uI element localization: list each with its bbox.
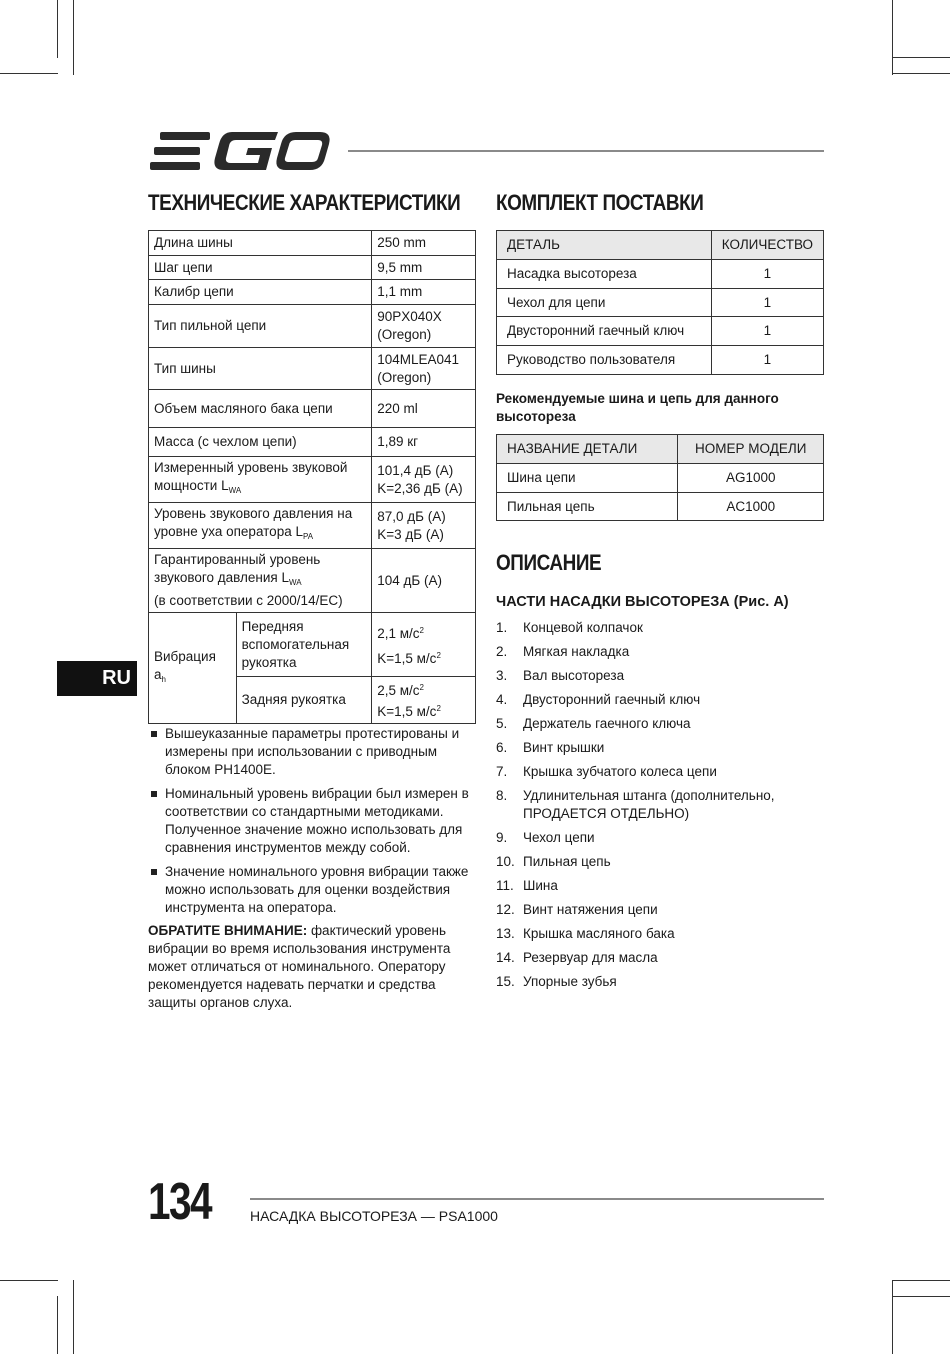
list-item [496,949,816,967]
spec-superscript: 2 [436,650,441,660]
item-text: Чехол цепи [523,830,595,845]
item-text: Винт натяжения цепи [523,902,658,917]
parts-title: ЧАСТИ НАСАДКИ ВЫСОТОРЕЗА (Рис. А) [496,594,789,610]
item-text: Держатель гаечного ключа [523,716,691,731]
spec-param-note: (в соответствии с 2000/14/EC) [154,593,343,608]
list-item [496,739,816,757]
spec-subscript: PA [302,532,314,541]
spec-param-text: Измеренный уровень звуковой мощности L [154,460,348,493]
spec-param: Тип пильной цепи [149,305,372,348]
spec-value-line: 2,1 м/с [377,625,420,641]
spec-value-line: K=2,36 дБ (A) [377,480,463,496]
table-header-row [497,435,824,464]
spec-param: Длина шины [149,231,372,256]
item-text: Пильная цепь [523,854,611,869]
kit-qty: 1 [711,346,823,375]
crop-mark [892,73,950,74]
crop-mark [892,0,893,75]
item-text: Концевой колпачок [523,620,643,635]
item-number: 13. [496,926,515,941]
table-row [149,305,476,348]
item-number: 10. [496,854,515,869]
list-item [496,619,816,637]
footer-text: НАСАДКА ВЫСОТОРЕЗА — PSA1000 [250,1208,498,1224]
spec-value-line: 87,0 дБ (A) [377,508,446,524]
vibration-label [149,613,237,724]
spec-subscript: WA [289,578,302,587]
item-text: Крышка зубчатого колеса цепи [523,764,717,779]
column-header: КОЛИЧЕСТВО [711,231,823,260]
item-number: 7. [496,764,508,779]
table-row [149,503,476,549]
specs-title: ТЕХНИЧЕСКИЕ ХАРАКТЕРИСТИКИ [148,190,461,215]
item-number: 3. [496,668,508,683]
item-number: 14. [496,950,515,965]
kit-table [496,230,824,375]
spec-param: Шаг цепи [149,256,372,280]
attention-note [148,922,480,1012]
table-row [149,280,476,305]
spec-param [149,457,372,503]
crop-mark [73,0,74,75]
list-item: Номинальный уровень вибрации был измерен в соответствии со стандартными методиками. Полученное значение можно использовать для сравнения инструментов между собой. [150,785,475,857]
description-title: ОПИСАНИЕ [496,550,602,575]
recommended-table [496,434,824,521]
item-number: 15. [496,974,515,989]
vibration-front-label: Передняя вспомогательная рукоятка [236,613,372,677]
spec-value: 1,89 кг [372,428,476,457]
spec-value-line: 2,5 м/с [377,683,420,698]
list-item [496,787,816,823]
item-number: 11. [496,878,514,893]
list-item [496,667,816,685]
kit-part: Двусторонний гаечный ключ [497,317,712,346]
spec-param: Масса (с чехлом цепи) [149,428,372,457]
table-row [149,231,476,256]
language-tab: RU [57,661,137,696]
table-row [149,549,476,613]
item-number: 1. [496,620,508,635]
spec-value-line: K=3 дБ (A) [377,526,444,542]
table-row [149,348,476,390]
crop-mark [73,1280,74,1354]
kit-part: Чехол для цепи [497,289,712,317]
item-text: Мягкая накладка [523,644,630,659]
spec-value [372,503,476,549]
list-item [496,853,816,871]
column-header: НОМЕР МОДЕЛИ [678,435,824,464]
recommended-model: AG1000 [678,464,824,493]
list-item [496,925,816,943]
list-item [496,763,816,781]
item-text: Удлинительная штанга (дополнительно, ПРОДАЕТСЯ ОТДЕЛЬНО) [523,788,775,821]
spec-value-line: K=1,5 м/с [377,650,437,666]
recommended-title: Рекомендуемые шина и цепь для данного высотореза [496,391,779,424]
item-text: Крышка масляного бака [523,926,675,941]
ego-logo [150,130,332,172]
crop-mark [892,1296,950,1297]
item-number: 4. [496,692,508,707]
spec-value: 90PX040X (Oregon) [372,305,476,348]
table-row [497,464,824,493]
spec-value: 9,5 mm [372,256,476,280]
table-row [497,493,824,521]
list-item [496,829,816,847]
item-number: 6. [496,740,508,755]
crop-mark [892,1280,893,1354]
list-item [496,691,816,709]
spec-superscript: 2 [436,704,441,713]
list-item: Значение номинального уровня вибрации также можно использовать для оценки воздействия инструмента на оператора. [150,863,475,917]
specs-table [148,230,476,724]
item-text: Шина [523,878,558,893]
spec-value-line: K=1,5 м/с [377,704,437,719]
item-text: Упорные зубья [523,974,617,989]
spec-value: 104 дБ (A) [372,549,476,613]
item-text: Вал высотореза [523,668,625,683]
spec-value: 1,1 mm [372,280,476,305]
vibration-rear-label: Задняя рукоятка [236,677,372,724]
table-row [497,260,824,289]
header-rule [348,150,824,152]
kit-title: КОМПЛЕКТ ПОСТАВКИ [496,190,704,215]
spec-superscript: 2 [419,683,424,692]
item-number: 5. [496,716,508,731]
kit-qty: 1 [711,317,823,346]
spec-superscript: 2 [419,625,424,635]
table-row [497,346,824,375]
spec-subscript: h [161,674,166,684]
spec-value [372,677,476,724]
recommended-part: Пильная цепь [497,493,678,521]
crop-mark [892,57,950,58]
list-item [496,973,816,991]
spec-param [149,549,372,613]
crop-mark [892,1280,950,1281]
table-row [149,457,476,503]
parts-list [496,619,816,997]
item-text: Двусторонний гаечный ключ [523,692,701,707]
footer-rule [250,1198,824,1200]
crop-mark [0,1280,58,1281]
column-header: ДЕТАЛЬ [497,231,712,260]
item-number: 9. [496,830,508,845]
spec-value [372,613,476,677]
kit-part: Руководство пользователя [497,346,712,375]
attention-text: фактический уровень вибрации во время использования инструмента может отличаться от номинального. Оператору рекомендуется надевать перчатки и средства защиты органов слуха. [148,923,451,1010]
column-header: НАЗВАНИЕ ДЕТАЛИ [497,435,678,464]
table-header-row [497,231,824,260]
table-row [497,289,824,317]
kit-part: Насадка высотореза [497,260,712,289]
vibration-label-text: Вибрация a [154,648,216,682]
recommended-model: AC1000 [678,493,824,521]
spec-value [372,457,476,503]
list-item [496,877,816,895]
table-row [149,613,476,677]
list-item [496,715,816,733]
attention-label: ОБРАТИТЕ ВНИМАНИЕ: [148,923,308,938]
item-text: Резервуар для масла [523,950,658,965]
list-item [496,901,816,919]
spec-param [149,503,372,549]
spec-param-text: Уровень звукового давления на уровне уха оператора L [154,506,353,539]
spec-subscript: WA [228,486,242,495]
spec-param-text: Гарантированный уровень звукового давления L [154,552,321,585]
notes-list [150,725,475,923]
page-number: 134 [148,1173,211,1231]
item-number: 2. [496,644,508,659]
spec-param: Объем масляного бака цепи [149,390,372,428]
item-number: 12. [496,902,515,917]
crop-mark [57,1296,58,1354]
kit-qty: 1 [711,260,823,289]
table-row [149,256,476,280]
spec-value: 250 mm [372,231,476,256]
item-text: Винт крышки [523,740,605,755]
table-row [497,317,824,346]
crop-mark [57,0,58,58]
spec-value: 220 ml [372,390,476,428]
list-item [496,643,816,661]
crop-mark [0,73,58,74]
kit-qty: 1 [711,289,823,317]
list-item: Вышеуказанные параметры протестированы и измерены при использовании с приводным блоком PH1400E. [150,725,475,779]
recommended-part: Шина цепи [497,464,678,493]
spec-value-line: 101,4 дБ (A) [377,462,454,478]
table-row [149,390,476,428]
spec-param: Калибр цепи [149,280,372,305]
spec-param: Тип шины [149,348,372,390]
spec-value: 104MLEA041 (Oregon) [372,348,476,390]
table-row [149,428,476,457]
item-number: 8. [496,788,508,803]
